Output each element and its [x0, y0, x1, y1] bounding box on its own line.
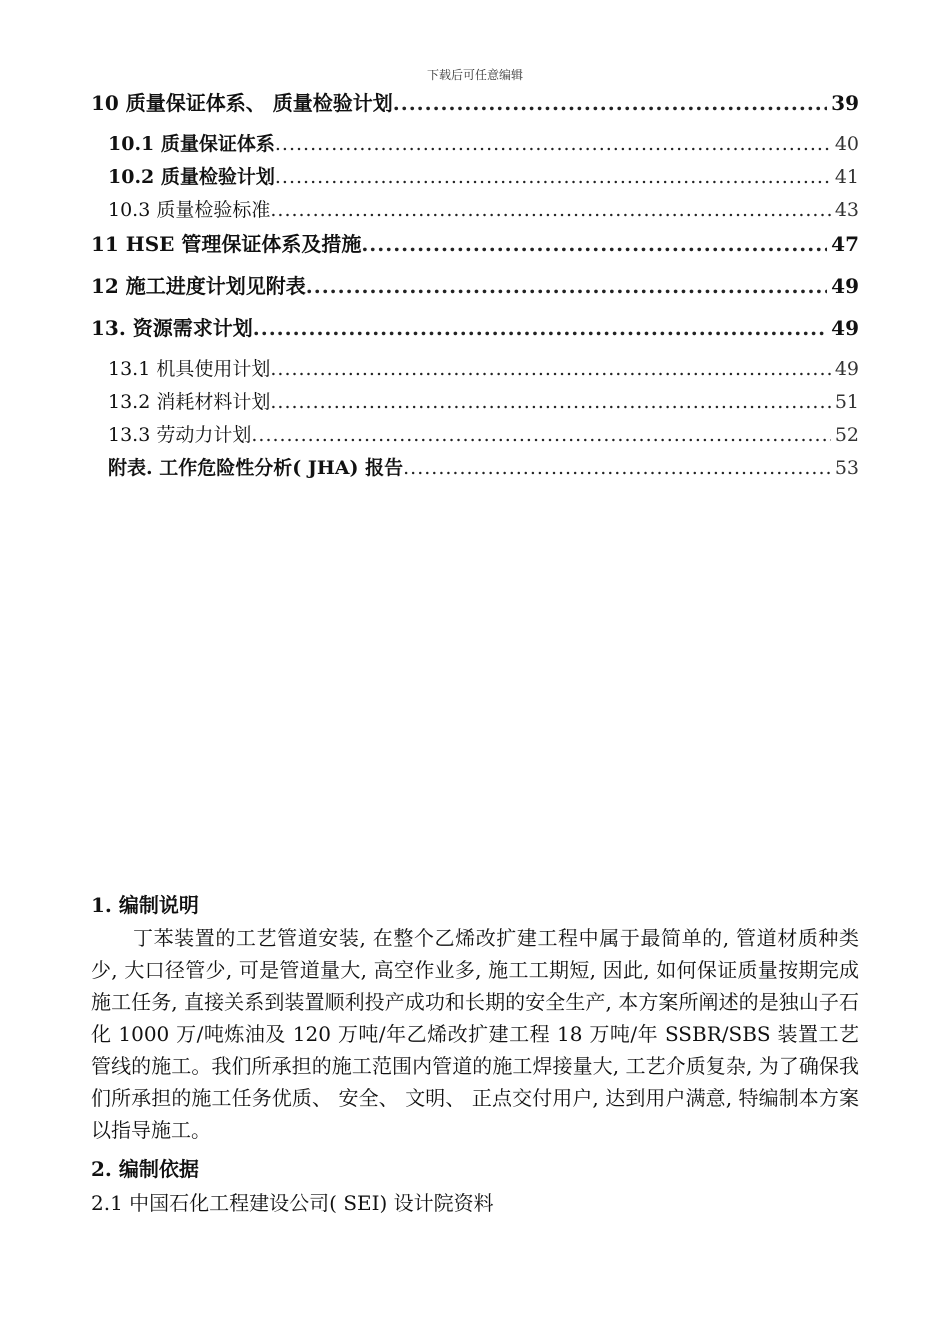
- toc-leader-dots: [403, 452, 831, 485]
- toc-entry-title: 10.3 质量检验标准: [108, 199, 271, 221]
- toc-entry-page: 40: [834, 133, 859, 155]
- toc-entry-title: 附表. 工作危险性分析( JHA) 报告: [108, 457, 404, 479]
- toc-entry-title: 13. 资源需求计划: [91, 316, 253, 340]
- toc-entry-page: 51: [834, 391, 859, 413]
- section-heading: 1. 编制说明: [91, 893, 199, 917]
- toc-entry-title: 13.3 劳动力计划: [108, 424, 252, 446]
- table-of-contents: [91, 86, 859, 485]
- toc-entry[interactable]: [91, 161, 859, 194]
- toc-entry[interactable]: [91, 128, 859, 161]
- toc-leader-dots: [275, 161, 831, 194]
- toc-entry-title: 12 施工进度计划见附表: [91, 274, 306, 298]
- toc-entry-page: 49: [831, 316, 859, 340]
- toc-entry[interactable]: [91, 269, 859, 311]
- toc-entry-title: 10 质量保证体系、 质量检验计划: [91, 91, 393, 115]
- toc-entry-title: 11 HSE 管理保证体系及措施: [91, 232, 362, 256]
- toc-entry[interactable]: [91, 311, 859, 353]
- page-header: 下载后可任意编辑: [426, 68, 523, 82]
- section-paragraph: 丁苯装置的工艺管道安装, 在整个乙烯改扩建工程中属于最简单的, 管道材质种类少, 大口径管少, 可是管道量大, 高空作业多, 施工工期短, 因此, 如何保证质量按期完成施工任务, 直接关系到装置顺利投产成功和长期的安全生产, 本方案所阐述的是独山子石化 1000 万/吨炼油及 120 万吨/年乙烯改扩建工程 18 万吨/年 SSBR/SBS 装置工艺管线的施工。我们所承担的施工范围内管道的施工焊接量大, 工艺介质复杂, 为了确保我们所承担的施工任务优质、 安全、 文明、 正点交付用户, 达到用户满意, 特编制本方案以指导施工。: [91, 926, 859, 1142]
- toc-entry-title: 13.1 机具使用计划: [108, 358, 271, 380]
- toc-entry-page: 43: [834, 199, 859, 221]
- toc-entry-title: 13.2 消耗材料计划: [108, 391, 271, 413]
- toc-entry-page: 53: [834, 457, 859, 479]
- toc-leader-dots: [275, 128, 831, 161]
- toc-entry-title: 10.1 质量保证体系: [108, 133, 275, 155]
- toc-leader-dots: [270, 386, 830, 419]
- toc-entry-page: 49: [831, 274, 859, 298]
- toc-leader-dots: [361, 227, 827, 261]
- document-body: [91, 888, 859, 1220]
- toc-leader-dots: [253, 311, 827, 345]
- toc-entry[interactable]: [91, 419, 859, 452]
- toc-entry-page: 49: [834, 358, 859, 380]
- toc-entry-page: 52: [834, 424, 859, 446]
- toc-entry[interactable]: [91, 86, 859, 128]
- toc-leader-dots: [393, 86, 827, 120]
- section-heading: 2. 编制依据: [91, 1157, 199, 1181]
- toc-entry-page: 39: [831, 91, 859, 115]
- toc-entry[interactable]: [91, 386, 859, 419]
- toc-leader-dots: [251, 419, 830, 452]
- toc-entry-title: 10.2 质量检验计划: [108, 166, 275, 188]
- toc-leader-dots: [306, 269, 827, 303]
- toc-entry[interactable]: [91, 353, 859, 386]
- toc-entry-page: 41: [834, 166, 859, 188]
- toc-entry[interactable]: [91, 194, 859, 227]
- toc-leader-dots: [270, 353, 830, 386]
- toc-entry[interactable]: [91, 452, 859, 485]
- toc-entry-page: 47: [831, 232, 859, 256]
- toc-leader-dots: [270, 194, 830, 227]
- toc-entry[interactable]: [91, 227, 859, 269]
- section-item: 2.1 中国石化工程建设公司( SEI) 设计院资料: [91, 1191, 494, 1215]
